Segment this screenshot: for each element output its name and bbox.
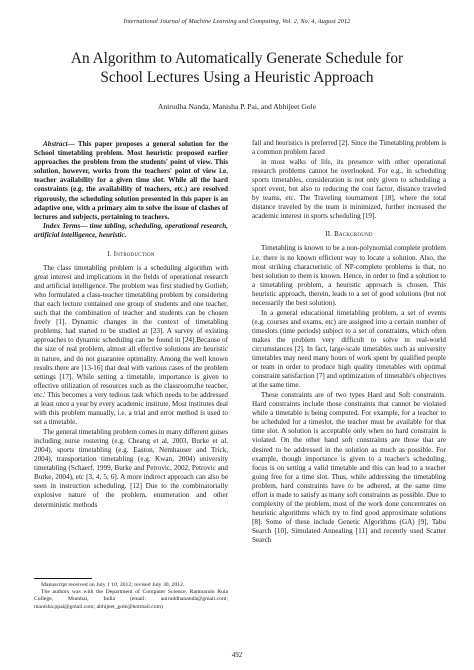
abstract-label: Abstract [43, 140, 68, 148]
section-number: I. [107, 250, 112, 258]
abstract-text: — This paper proposes a general solution for the School timetabling problem. Most heuristic proposed earlier approaches the problem from the students' point of view. This solution, however, works from the teachers' point of view i.e. teacher availability for a given time slot. While all the hard constraints (e.g. the availability of teachers, etc.) are resolved rigorously, the scheduling solution presented in this paper is an adaptive one, with a primary aim to solve the issue of clashes of lectures and subjects, pertaining to teachers. [34, 140, 228, 221]
footnote-divider [34, 578, 92, 579]
background-paragraph-1: Timetabling is known to be a non-polynomial complete problem i.e. there is no known efficient way to locate a solution. Also, the most striking characteristic of NP-complete problems is that, no best solution to them is known. Hence, in order to find a solution to a timetabling problem, a heuristic approach is chosen. This heuristic approach, therein, leads to a set of good solutions (but not necessarily the best solution). [252, 244, 446, 307]
continued-paragraph: fail and heuristics is preferred [2]. Since the Timetabling problem is a common problem faced [252, 139, 446, 157]
index-terms: Index Terms— time tabling, scheduling, operational research, artificial intelligence, heuristic. [34, 222, 228, 240]
journal-header: International Journal of Machine Learning and Computing, Vol. 2, No. 4, August 2012 [123, 18, 351, 25]
right-paragraph-1: in most walks of life, its presence with other operational research problems cannot be overlooked. For e.g., in scheduling sports timetables, consideration is not only given to scheduling a sport event, but also to reducing the cost factor, distance traveled by teams, etc. The Traveling tournament [18], where the total distance traveled by the team is minimized, further increased the academic interest in sports scheduling [19]. [252, 157, 446, 221]
right-column [252, 139, 446, 546]
section-number: II. [325, 231, 333, 239]
intro-paragraph-2: The general timetabling problem comes in many different guises including nurse rostering (e.g. Cheang et al, 2003, Burke et al. 2004), sports timetabling (e.g. Easton, Nemhauser and Trick, 2004), transportation timetabling (e.g. Kwan, 2004) university timetabling (Schaerf, 1999, Burke and Petrovic, 2002, Petrovic and Burke, 2004), etc [3, 4, 5, 6]. A more indirect approach can also be seen in instruction scheduling. [12] Due to the combinatorially explosive nature of the problem, enumeration and other deterministic methods [34, 427, 228, 509]
left-column [34, 140, 228, 510]
background-paragraph-2: In a general educational timetabling problem, a set of events (e.g. courses and exams, etc) are assigned into a certain number of timeslots (time periods) subject to a set of constraints, which often makes the problem very difficult to solve in real-world circumstances [2]. In fact, large-scale timetables such as university timetables may need many hours of work spent by qualified people or team in order to produce high quality timetables with optimal constraint satisfaction [7] and optimization of timetable's objectives at the same time. [252, 308, 446, 390]
intro-paragraph-1: The class timetabling problem is a scheduling algorithm with great interest and implications in the fields of operational research and artificial intelligence. The problem was first studied by Gotlieb, who formulated a class-teacher timetabling problem by considering that each lecture contained one group of students and one teacher, such that the combination of teacher and students can be chosen freely [1]. Dynamic changes in the context of timetabling problems, had started to be studied at [23]. A survey of existing approaches to dynamic scheduling can be found in [24].Because of the size of real problem, almost all effective solutions are heuristic in nature, and do not guarantee optimality. Among the well known results there are [13-16] that deal with various cases of the problem settings [17]. While setting a timetable, importance is given to effective utilization of resources such as the classroom,the teacher, etc.' This becomes a very tedious task which needs to be addressed at least once a year by every academic institute. Most institutes deal with this problem manually, i.e. a trial and error method is used to set a timetable. [34, 263, 228, 427]
footnote-affiliation: The authors was with the Department of Computer Science, Ramnarain Ruia College, Mumbai, India (email: aniruddhananda@gmail.com; manisha.ppai@gmail.com; abhijeet_gole@hotmail.com) [34, 589, 228, 610]
title-line-2: School Lectures Using a Heuristic Approach [100, 68, 374, 86]
abstract [34, 140, 228, 222]
paper-title [20, 50, 454, 87]
background-paragraph-3: These constraints are of two types Hard and Soft constraints. Hard constraints include those constraints that cannot be violated while a timetable is being computed. For example, for a teacher to be scheduled for a timeslot, the teacher must be available for that time slot. A solution is acceptable only when no hard constraint is violated. On the other hand soft constraints are those that are desired to be addressed in the solution as much as possible. For example, though importance is given to a teacher's scheduling, focus is on setting a valid timetable and this can lead to a teacher going free for a time slot. Thus, while addressing the timetabling problem, hard constraints have to be adhered, at the same time effort is made to satisfy as many soft constraints as possible. Due to complexity of the problem, most of the work done concentrates on heuristic algorithms which try to find good approximate solutions [8]. Some of these include Genetic Algorithms (GA) [9], Tabu Search [10], Simulated Annealing [11] and recently used Scatter Search [252, 390, 446, 545]
footnote-manuscript: Manuscript received on July 1 10, 2012; revised July 30, 2012. [41, 582, 185, 588]
footnote [34, 582, 228, 611]
section-title: Introduction [113, 250, 155, 258]
title-line-1: An Algorithm to Automatically Generate Schedule for [70, 50, 404, 67]
page-number: 492 [231, 651, 243, 659]
author-list: Anirudha Nanda, Manisha P. Pai, and Abhijeet Gole [157, 102, 317, 111]
section-heading-background [252, 230, 446, 239]
section-heading-introduction [34, 250, 228, 259]
section-title: Background [334, 231, 373, 239]
